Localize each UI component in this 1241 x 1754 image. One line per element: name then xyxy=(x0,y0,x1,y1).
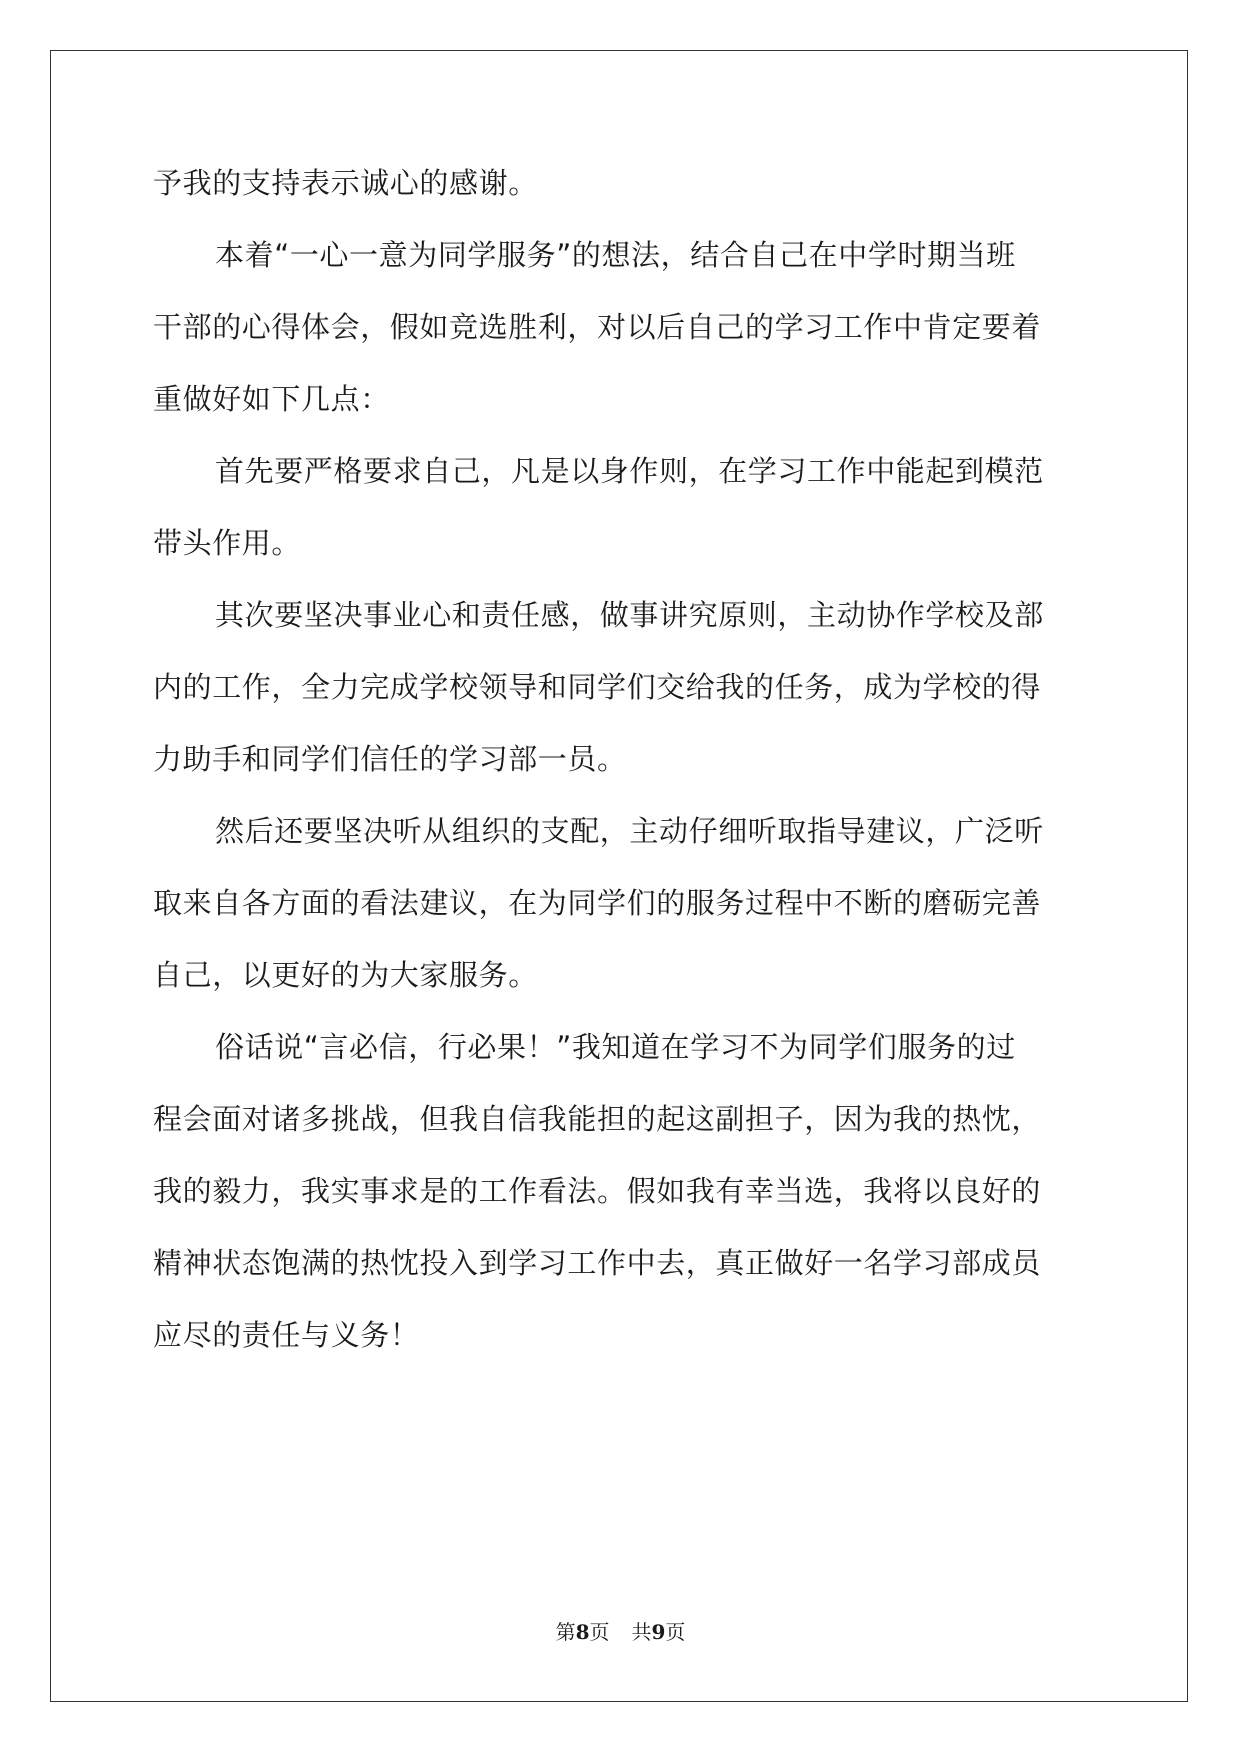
page-number-label xyxy=(556,1620,610,1644)
page-total: 9 xyxy=(651,1620,666,1644)
page-border xyxy=(50,50,1188,1702)
text-line: 带头作用。 xyxy=(153,526,302,560)
text-line: 俗话说“言必信，行必果！”我知道在学习不为同学们服务的过 xyxy=(215,1030,1016,1064)
page-total-label xyxy=(632,1620,686,1644)
page-prefix: 第 xyxy=(555,1620,576,1644)
text-line: 应尽的责任与义务！ xyxy=(153,1318,420,1352)
text-line: 力助手和同学们信任的学习部一员。 xyxy=(153,742,627,776)
text-line: 然后还要坚决听从组织的支配，主动仔细听取指导建议，广泛听 xyxy=(215,814,1044,848)
text-line: 首先要严格要求自己，凡是以身作则，在学习工作中能起到模范 xyxy=(215,454,1044,488)
page-footer xyxy=(0,1618,1241,1646)
text-line: 我的毅力，我实事求是的工作看法。假如我有幸当选，我将以良好的 xyxy=(153,1174,1042,1208)
text-line: 自己，以更好的为大家服务。 xyxy=(153,958,538,992)
text-line: 程会面对诸多挑战，但我自信我能担的起这副担子，因为我的热忱， xyxy=(153,1102,1042,1136)
total-prefix: 共 xyxy=(631,1620,652,1644)
page-current: 8 xyxy=(575,1620,590,1644)
total-suffix: 页 xyxy=(665,1620,686,1644)
text-line: 干部的心得体会，假如竞选胜利，对以后自己的学习工作中肯定要着 xyxy=(153,310,1042,344)
text-line: 其次要坚决事业心和责任感，做事讲究原则，主动协作学校及部 xyxy=(215,598,1044,632)
text-line: 内的工作，全力完成学校领导和同学们交给我的任务，成为学校的得 xyxy=(153,670,1042,704)
text-line: 本着“一心一意为同学服务”的想法，结合自己在中学时期当班 xyxy=(215,238,1016,272)
text-line: 取来自各方面的看法建议，在为同学们的服务过程中不断的磨砺完善 xyxy=(153,886,1042,920)
page-suffix: 页 xyxy=(589,1620,610,1644)
text-line: 重做好如下几点： xyxy=(153,382,390,416)
text-line: 精神状态饱满的热忱投入到学习工作中去，真正做好一名学习部成员 xyxy=(153,1246,1042,1280)
text-line: 予我的支持表示诚心的感谢。 xyxy=(153,166,538,200)
